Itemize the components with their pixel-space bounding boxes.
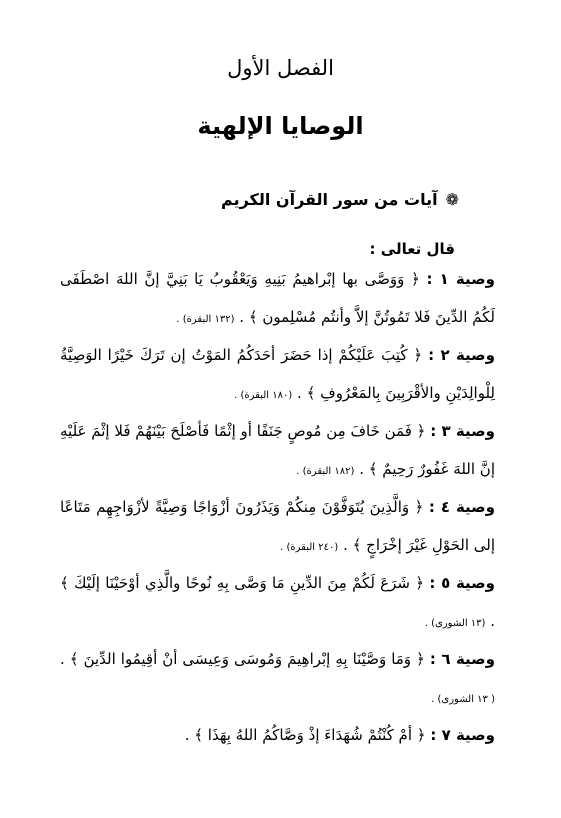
- verse-1: [60, 260, 495, 339]
- flower-ornament-icon: ❁: [445, 190, 459, 209]
- verse-source: (١٨٠ البقرة) .: [234, 390, 293, 401]
- verse-5: [60, 564, 495, 643]
- verse-text: ﴿ وَمَا وَصَّيْنَا بِهِ إبْراهِيمَ وَمُوسَى وَعِيسَى أنْ أقِيمُوا الدِّينَ ﴾ .: [60, 650, 425, 668]
- verse-label: وصية ٥ :: [429, 574, 495, 592]
- verse-source: (١٨٢ البقرة) .: [296, 466, 355, 477]
- verse-text: ﴿ فَمَن خَافَ مِن مُوصٍ جَنَفًا أو إثْمًا فَأصْلَحَ بَيْنَهُمْ فَلا إثْمَ عَلَيْهِ إنَّ اللهَ غَفُورٌ رَحِيمٌ ﴾ .: [60, 422, 495, 478]
- verse-6: [60, 640, 495, 719]
- chapter-title: الفصل الأول: [227, 56, 334, 80]
- section-title-text: آيات من سور القرآن الكريم: [221, 190, 438, 209]
- page-heading: الوصايا الإلهية: [197, 112, 364, 140]
- verse-source: ( ١٣ الشورى) .: [431, 694, 495, 705]
- verse-label: وصية ٢ :: [428, 346, 495, 364]
- verse-source: (١٣٢ البقرة) .: [176, 314, 235, 325]
- verse-text: ﴿ شَرَعَ لَكُمْ مِنَ الدِّينِ مَا وَصَّى بِهِ نُوحًا والَّذِي أوْحَيْنَا إلَيْكَ ﴾ .: [60, 574, 495, 630]
- verse-text: ﴿ أمْ كُنْتُمْ شُهَدَاءَ إذْ وَصَّاكُمُ اللهُ بِهَذَا ﴾ .: [184, 726, 426, 744]
- verse-4: [60, 488, 495, 567]
- verse-source: (٢٤٠ البقرة) .: [280, 542, 339, 553]
- verse-text: ﴿ وَوَصَّى بها إبْراهيمُ بَنِيهِ وَيَعْقُوبُ يَا بَنِيَّ إنَّ اللهَ اصْطَفَى لَكُمُ الدِّينَ فَلا تَمُوتُنَّ إلاَّ وأنتُم مُسْلِمون ﴾ .: [60, 270, 495, 326]
- verse-source: (١٣ الشورى) .: [424, 618, 486, 629]
- intro-text: قال تعالى :: [369, 240, 455, 258]
- verse-3: [60, 412, 495, 491]
- verse-label: وصية ٣ :: [430, 422, 495, 440]
- verse-label: وصية ٤ :: [428, 498, 495, 516]
- verse-text: ﴿ وَالَّذِينَ يُتَوَفَّوْنَ مِنكُمْ وَيَذَرُونَ أزْوَاجًا وَصِيَّةً لأزْوَاجِهِم مَتَاعًا إلى الحَوْلِ غَيْرَ إخْرَاجٍ ﴾ .: [60, 498, 495, 554]
- verse-label: وصية ٧ :: [430, 726, 495, 744]
- section-title: [221, 190, 459, 209]
- verse-7: [60, 716, 495, 754]
- verse-text: ﴿ كُتِبَ عَلَيْكُمْ إذا حَضَرَ أحَدَكُمُ المَوْتُ إن تَرَكَ خَيْرًا الوَصِيَّةُ لِلْوالِدَيْنِ والأقْرَبِينَ بِالمَعْرُوفِ ﴾ .: [60, 346, 495, 402]
- verse-label: وصية ٦ :: [429, 650, 495, 668]
- verse-label: وصية ١ :: [426, 270, 495, 288]
- verse-2: [60, 336, 495, 415]
